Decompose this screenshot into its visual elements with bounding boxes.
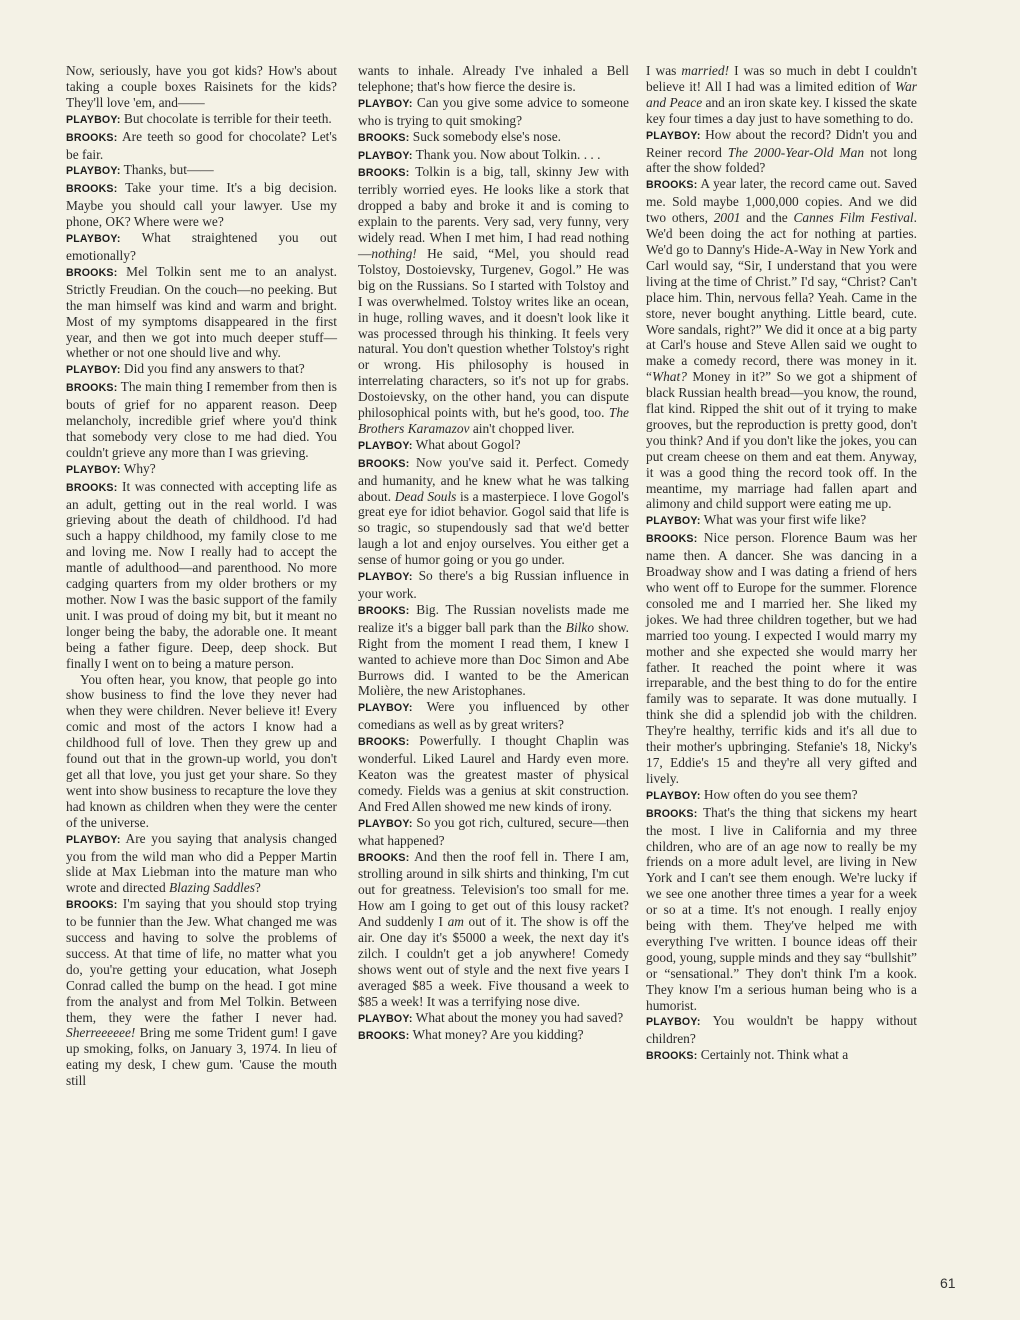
paragraph bbox=[646, 176, 917, 512]
speaker-label: PLAYBOY: bbox=[66, 364, 121, 377]
paragraph-text: and the bbox=[740, 210, 794, 226]
paragraph-text: The main thing I remember from then is bouts of grief for no apparent reason. Deep melancholy, incredible grief where you'd think that somebody very close to me had died. You couldn't grieve any more than I was grieving. bbox=[66, 379, 337, 460]
paragraph-text: Big. The Russian novelists made me realize it's a bigger ball park than the bbox=[358, 601, 629, 635]
paragraph bbox=[66, 230, 337, 264]
paragraph-text: You often hear, you know, that people go into show business to find the love they never had when they were children. Never believe it! Every comic and most of the actors I know had a childhood full of love. Then they grew up and found out that in the grown-up world, you don't get all that love, you just get your share. So they went into show business to recapture the love they had known as children when they were the center of the universe. bbox=[66, 671, 337, 830]
paragraph bbox=[358, 95, 629, 129]
speaker-label: BROOKS: bbox=[66, 382, 118, 395]
speaker-label: BROOKS: bbox=[646, 179, 698, 192]
speaker-label: PLAYBOY: bbox=[358, 149, 413, 162]
paragraph-text: not long after the show folded? bbox=[646, 144, 917, 176]
paragraph bbox=[66, 461, 337, 479]
paragraph-text: But chocolate is terrible for their teeth. bbox=[120, 110, 332, 126]
paragraph bbox=[358, 455, 629, 568]
paragraph-text: Thanks, but—— bbox=[120, 162, 214, 178]
speaker-label: BROOKS: bbox=[358, 457, 410, 470]
paragraph-text: Now you've said it. Perfect. Comedy and humanity, and he knew what he was talking about. bbox=[358, 454, 629, 504]
paragraph bbox=[646, 805, 917, 1014]
paragraph-text: Why? bbox=[120, 460, 156, 476]
paragraph-text: and an iron skate key. I kissed the skate key four times a day just to have something to do. bbox=[646, 94, 918, 126]
speaker-label: PLAYBOY: bbox=[358, 702, 413, 715]
page-number: 61 bbox=[940, 1275, 956, 1291]
speaker-label: PLAYBOY: bbox=[66, 165, 121, 178]
speaker-label: BROOKS: bbox=[66, 266, 118, 279]
paragraph-text: I'm saying that you should stop trying to be funnier than the Jew. What changed me was success and having to solve the problems of success. At that time of life, no matter what you do, you're getting your education, what Joseph Conrad called the bump on the head. I got mine from the analyst and from Mel Tolkin. Between them, they were the father I never had. bbox=[66, 896, 337, 1025]
speaker-label: PLAYBOY: bbox=[358, 439, 413, 452]
paragraph bbox=[646, 787, 917, 805]
paragraph-text: Nice person. Florence Baum was her name then. A dancer. She was dancing in a Broadway show and I was dating a friend of hers who went off to Europe for the summer. Florence consoled me and I married her. She liked my jokes. We had three children together, but we had married too young. I expected I would marry my mother and she expected she would marry her father. It reached the point where it was irreparable, and the best thing to do for the entire family was to separate. It was done mutually. I think she did a splendid job with the children. They're healthy, terrific kids and it's all due to their mother's upbringing. Stefanie's 18, Nicky's 17, Eddie's 15 and they're all very gifted and lively. bbox=[646, 530, 917, 786]
paragraph bbox=[66, 672, 337, 831]
paragraph bbox=[66, 361, 337, 379]
paragraph bbox=[66, 379, 337, 461]
paragraph-text: show. Right from the moment I read them, I knew I wanted to achieve more than Doc Simon and Abe Burrows did. I wanted to be the American Molière, the new Aristophanes. bbox=[358, 619, 629, 699]
paragraph-text: And then the roof fell in. There I am, strolling around in silk shirts and thinking, I'm cut out for greatness. Television's too small for me. How am I going to get out of this lousy racket? And suddenly I bbox=[358, 848, 629, 930]
speaker-label: BROOKS: bbox=[358, 851, 410, 864]
italic-title: married! bbox=[681, 63, 730, 78]
paragraph-text: You wouldn't be happy without children? bbox=[646, 1013, 917, 1047]
text-column-2 bbox=[358, 63, 629, 1045]
paragraph bbox=[646, 1013, 917, 1047]
paragraph-text: What about Gogol? bbox=[412, 436, 521, 452]
paragraph-text: I was bbox=[646, 63, 682, 78]
paragraph bbox=[646, 127, 917, 177]
speaker-label: BROOKS: bbox=[646, 533, 698, 546]
paragraph-text: How about the record? Didn't you and Reiner record bbox=[646, 126, 917, 160]
italic-title: War and Peace bbox=[646, 78, 917, 110]
paragraph-text: What was your first wife like? bbox=[700, 512, 867, 528]
speaker-label: PLAYBOY: bbox=[66, 833, 121, 846]
speaker-label: PLAYBOY: bbox=[358, 571, 413, 584]
speaker-label: BROOKS: bbox=[66, 183, 118, 196]
speaker-label: BROOKS: bbox=[646, 807, 698, 820]
italic-title: Bilko bbox=[565, 619, 595, 635]
speaker-label: BROOKS: bbox=[358, 1030, 410, 1043]
paragraph-text: Take your time. It's a big decision. Maybe you should call your lawyer. Use my phone, OK? Where were we? bbox=[66, 180, 337, 230]
paragraph bbox=[358, 437, 629, 455]
paragraph-text: What straightened you out emotionally? bbox=[66, 230, 337, 263]
paragraph-text: Were you influenced by other comedians as well as by great writers? bbox=[358, 699, 629, 733]
paragraph-text: ain't chopped liver. bbox=[469, 420, 575, 436]
paragraph-text: Certainly not. Think what a bbox=[697, 1047, 849, 1063]
italic-title: What? bbox=[651, 369, 687, 385]
paragraph-text: It was connected with accepting life as an adult, getting out in the real world. I was grieving about the death of childhood. I'd had such a happy childhood, my family close to me and loving me. Now I really had to accept the mantle of adulthood—and parenthood. No more cadging quarters from my older brothers or my mother. Now I was the basic support of the family unit. I was proud of doing my bit, but it meant no longer being the baby, the adorable one. It meant being a father figure. Deep, deep shock. But finally I went on to being a mature person. bbox=[66, 478, 337, 671]
italic-title: Sherreeeeee! bbox=[66, 1025, 136, 1041]
paragraph bbox=[358, 602, 629, 699]
paragraph-text: A year later, the record came out. Saved me. Sold maybe 1,000,000 copies. And we did two others, bbox=[646, 176, 917, 226]
italic-title: Dead Souls bbox=[394, 488, 457, 504]
italic-title: The 2000-Year-Old Man bbox=[727, 144, 865, 160]
paragraph bbox=[646, 512, 917, 530]
text-column-1 bbox=[66, 63, 337, 1089]
paragraph-text: What about the money you had saved? bbox=[412, 1009, 624, 1025]
paragraph-text: Now, seriously, have you got kids? How's about taking a couple boxes Raisinets for the kids? They'll love 'em, and—— bbox=[66, 63, 337, 110]
speaker-label: PLAYBOY: bbox=[646, 1016, 701, 1029]
paragraph-text: He said, “Mel, you should read Tolstoy, Dostoievsky, Turgenev, Gogol.” He was big on the Russians. So I started with Tolstoy and I was overwhelmed. Tolstoy writes like an ocean, in huge, rolling waves, and it doesn't look like it was processed through his thinking. It feels very natural. You don't question whether Tolstoy's right or wrong. His philosophy is housed in interrelating characters, so it's not up for grabs. Dostoievsky, on the other hand, you can dispute philosophical points with, but he's good, too. bbox=[358, 245, 629, 421]
paragraph bbox=[66, 264, 337, 361]
paragraph bbox=[358, 164, 629, 436]
italic-title: nothing! bbox=[371, 245, 417, 261]
paragraph bbox=[358, 733, 629, 815]
paragraph bbox=[66, 479, 337, 672]
paragraph-text: out of it. The show is off the air. One day it's $5000 a week, the next day it's zilch. I couldn't get a job anywhere! Comedy shows went out of style and the next five years I averaged $85 a week. Five thousand a week to $85 a week! It was a terrifying nose dive. bbox=[358, 914, 629, 1009]
speaker-label: BROOKS: bbox=[66, 899, 118, 912]
paragraph-text: Bring me some Trident gum! I gave up smoking, folks, on January 3, 1974. In lieu of eating my desk, I chew gum. 'Cause the mouth still bbox=[66, 1025, 337, 1089]
speaker-label: PLAYBOY: bbox=[646, 789, 701, 802]
italic-title: am bbox=[447, 914, 464, 930]
paragraph bbox=[646, 1047, 917, 1065]
paragraph-text: Thank you. Now about Tolkin. . . . bbox=[412, 146, 601, 162]
paragraph-text: So there's a big Russian influence in your work. bbox=[358, 568, 629, 601]
paragraph bbox=[358, 1010, 629, 1028]
speaker-label: BROOKS: bbox=[358, 131, 410, 144]
paragraph-text: How often do you see them? bbox=[700, 786, 858, 802]
speaker-label: PLAYBOY: bbox=[646, 515, 701, 528]
paragraph bbox=[358, 129, 629, 147]
paragraph bbox=[646, 530, 917, 787]
speaker-label: BROOKS: bbox=[646, 1050, 698, 1063]
speaker-label: BROOKS: bbox=[358, 604, 410, 617]
italic-title: The Brothers Karamazov bbox=[358, 405, 629, 436]
speaker-label: BROOKS: bbox=[358, 736, 410, 749]
paragraph-text: That's the thing that sickens my heart the most. I live in California and my three children, who are of an age now to really be my friends on a more adult level, are living in New York and I can't see them enough. We're lucky if we see one another three times a year for a week or so at a time. It's not enough. I really enjoy being with them. They've helped me with everything I've written. I bounce ideas off their good, young, supple minds and they say “bullshit” or “sensational.” They don't think I'm a kook. They know I'm a serious human being who is a humorist. bbox=[646, 804, 917, 1013]
text-column-3 bbox=[646, 63, 917, 1065]
paragraph-text: Are teeth so good for chocolate? Let's be fair. bbox=[66, 128, 337, 162]
speaker-label: PLAYBOY: bbox=[358, 1012, 413, 1025]
paragraph-text: Are you saying that analysis changed you from the wild man who did a Pepper Martin slide at Max Liebman into the mature man who wrote and directed bbox=[66, 830, 337, 896]
paragraph-text: . We'd been doing the act for nothing at parties. We'd go to Danny's Hide-A-Way in New York and Carl would say, “Sir, I understand that you were living at the time of Christ.” I'd say, “Christ? Can't place him. Thin, nervous fella? Yeah. Came in the store, never bought anything. Little beard, cute. Wore sandals, right?” We did it once at a big party at Carl's house and Steve Allen said we ought to make a comedy record, there was money in it. “ bbox=[646, 210, 917, 385]
paragraph bbox=[358, 1027, 629, 1045]
paragraph bbox=[66, 896, 337, 1089]
speaker-label: PLAYBOY: bbox=[66, 463, 121, 476]
paragraph bbox=[358, 849, 629, 1010]
paragraph bbox=[358, 568, 629, 602]
italic-title: Cannes Film Festival bbox=[793, 210, 914, 226]
speaker-label: PLAYBOY: bbox=[66, 113, 121, 126]
paragraph-text: Money in it?” So we got a shipment of black Russian health bread—you know, the round, flat kind. Ripped the shit out of it trying to make grooves, but the reproduction is pretty good, don't you think? And if you don't like the jokes, you can put cream cheese on them and eat them. Anyway, it was a good thing the record took off. In the meantime, my marriage had fallen apart and alimony and child support were eating me up. bbox=[646, 369, 917, 512]
speaker-label: BROOKS: bbox=[66, 131, 118, 144]
paragraph-text: So you got rich, cultured, secure—then what happened? bbox=[358, 814, 629, 848]
paragraph bbox=[66, 129, 337, 163]
paragraph bbox=[358, 147, 629, 165]
paragraph-text: Mel Tolkin sent me to an analyst. Strictly Freudian. On the couch—no peeking. But the man himself was kind and warm and bright. Most of my symptoms disappeared in the first year, and then we got into much deeper stuff—whether or not one should live and why. bbox=[66, 263, 337, 361]
speaker-label: PLAYBOY: bbox=[358, 817, 413, 830]
speaker-label: PLAYBOY: bbox=[646, 129, 701, 142]
paragraph-text: is a masterpiece. I love Gogol's great eye for idiot behavior. Gogol said that life is so tragic, so stupendously sad that we'd better laugh a lot and enjoy ourselves. You either get a sense of humor going or you go under. bbox=[358, 488, 629, 568]
speaker-label: BROOKS: bbox=[358, 167, 410, 180]
speaker-label: PLAYBOY: bbox=[358, 97, 413, 110]
paragraph bbox=[66, 162, 337, 180]
paragraph-text: wants to inhale. Already I've inhaled a Bell telephone; that's how fierce the desire is. bbox=[358, 63, 629, 94]
paragraph bbox=[358, 815, 629, 849]
paragraph bbox=[358, 63, 629, 95]
italic-title: Blazing Saddles bbox=[169, 880, 255, 896]
paragraph bbox=[646, 63, 917, 127]
paragraph bbox=[66, 111, 337, 129]
paragraph bbox=[358, 699, 629, 733]
paragraph bbox=[66, 63, 337, 111]
speaker-label: PLAYBOY: bbox=[66, 233, 121, 246]
paragraph-text: Can you give some advice to someone who is trying to quit smoking? bbox=[358, 94, 629, 128]
paragraph-text: Did you find any answers to that? bbox=[120, 361, 305, 377]
paragraph-text: Tolkin is a big, tall, skinny Jew with terribly worried eyes. He looks like a stork that dropped a baby and broke it and is coming to explain to the parents. Very sad, very funny, very widely read. When I met him, I had read nothing— bbox=[358, 164, 629, 261]
paragraph bbox=[66, 831, 337, 897]
paragraph-text: Powerfully. I thought Chaplin was wonderful. Liked Laurel and Hardy even more. Keaton was the greatest master of physical comedy. Fields was a genius at skit construction. And Fred Allen showed me new kinds of irony. bbox=[358, 733, 629, 814]
paragraph-text: ? bbox=[254, 880, 261, 896]
paragraph-text: I was so much in debt I couldn't believe it! All I had was a limited edition of bbox=[646, 63, 917, 94]
speaker-label: BROOKS: bbox=[66, 481, 118, 494]
paragraph bbox=[66, 180, 337, 230]
paragraph-text: Suck somebody else's nose. bbox=[409, 128, 561, 144]
paragraph-text: What money? Are you kidding? bbox=[409, 1027, 584, 1043]
italic-title: 2001 bbox=[713, 210, 741, 226]
